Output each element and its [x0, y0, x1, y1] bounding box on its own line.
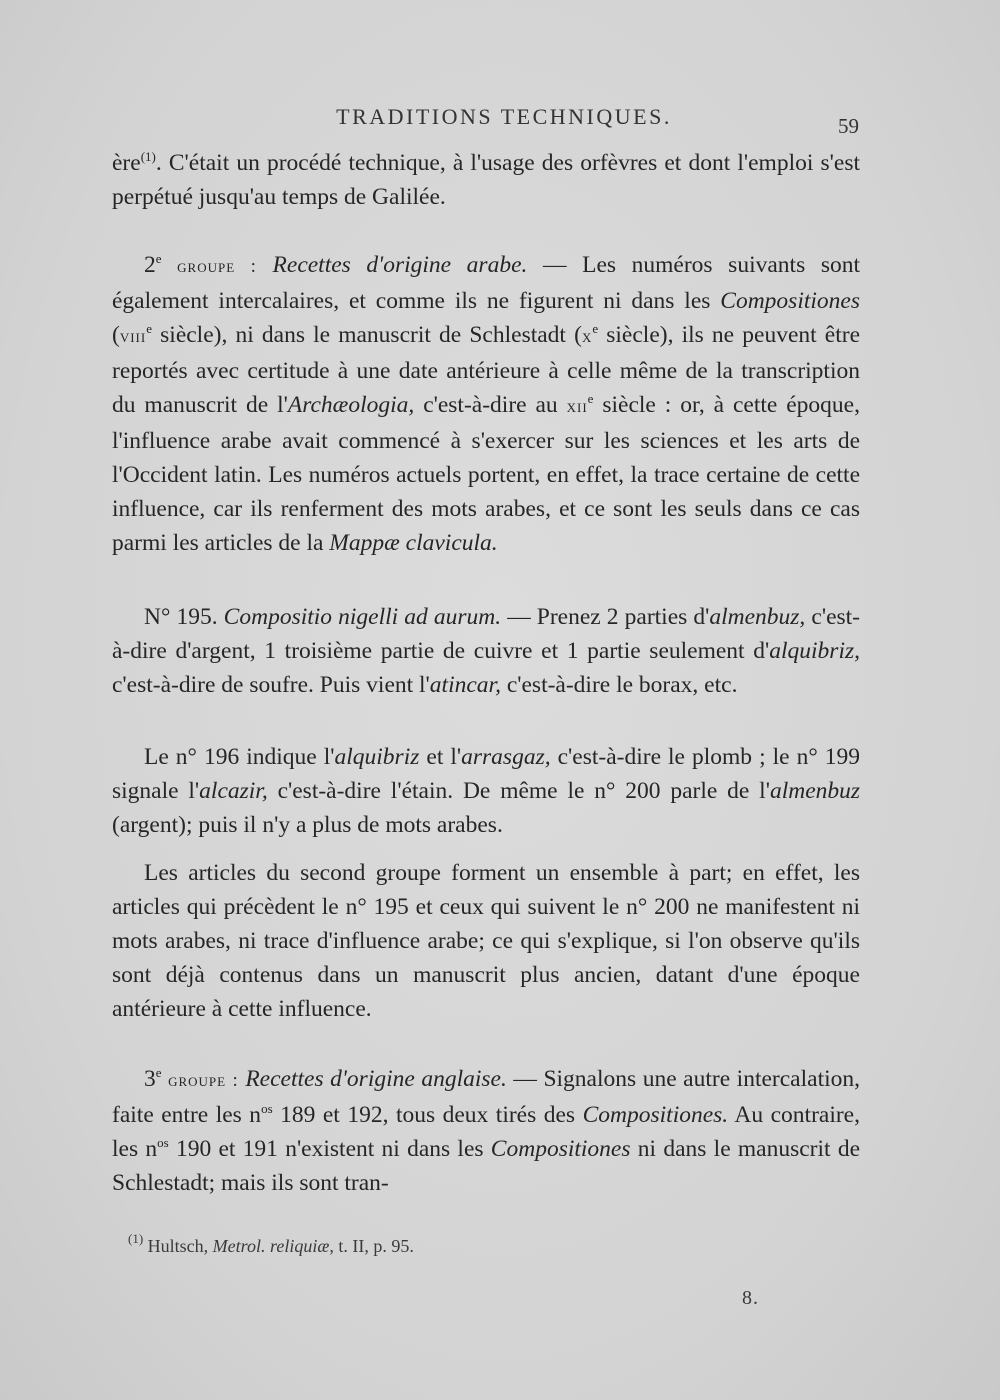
footnote-ref[interactable]: (1) [140, 149, 156, 164]
group-label: groupe : [177, 256, 257, 277]
running-title: TRADITIONS TECHNIQUES. [336, 104, 672, 129]
page-number: 59 [838, 114, 859, 138]
paragraph-group-2: 2e groupe : Recettes d'origine arabe. — Les numéros suivants sont également intercalaires, et comme ils ne figurent ni dans les Compositiones (viii$^e$ siècle), ni dans le manuscrit de Schlestadt ($x^e$ siècle), ils ne peuvent être reportés avec certitude à une date antérieure à celle même de la transcription du manuscrit de l'Archæologia, c'est-à-dire au xii$^e$ siècle : or, à cette époque, l'influence arabe avait commencé à s'exercer sur les sciences et les arts de l'Occident latin. Les numéros actuels portent, en effet, la trace certaine de cette influence, car ils renferment des mots arabes, et ce sont les seuls dans ce cas parmi les articles de la Mappæ clavicula. [112, 251, 861, 556]
paragraph-recipe-195: N° 195. Compositio nigelli ad aurum. — Prenez 2 parties d'almenbuz, c'est-à-dire d'argent, 1 troisième partie de cuivre et 1 partie seulement d'alquibriz, c'est-à-dire de soufre. Puis vient l'atincar, c'est-à-dire le borax, etc. [112, 604, 860, 698]
section-heading: Recettes d'origine anglaise. [245, 1066, 507, 1092]
group-label: groupe : [168, 1070, 239, 1091]
section-heading: Recettes d'origine arabe. [272, 252, 528, 278]
signature-mark: 8. [742, 1287, 759, 1309]
footnote-marker: (1) [128, 1231, 144, 1246]
paragraph-continuation: ère$^{(1)}$. C'était un procédé technique, à l'usage des orfèvres et dont l'emploi s'est perpétué jusqu'au temps de Galilée. [112, 149, 860, 210]
paragraph-recipes-196-200: Le n° 196 indique l'alquibriz et l'arrasgaz, c'est-à-dire le plomb ; le n° 199 signale l'alcazir, c'est-à-dire l'étain. De même le n° 200 parle de l'almenbuz (argent); puis il n'y a plus de mots arabes. [112, 744, 861, 838]
paragraph-second-group-summary: Les articles du second groupe forment un ensemble à part; en effet, les articles qui précèdent le n° 195 et ceux qui suivent le n° 200 ne manifestent ni mots arabes, ni trace d'influence arabe; ce qui s'explique, si l'on observe qu'ils sont déjà contenus dans un manuscrit plus ancien, datant d'une époque antérieure à cette influence. [112, 860, 860, 1022]
footnote: $^{(1)}$ Hultsch, Metrol. reliquiæ, t. II, p. 95. [128, 1231, 414, 1256]
paragraph-group-3: 3e groupe : Recettes d'origine anglaise. — Signalons une autre intercalation, faite entre les $n^{os}$ 189 et 192, tous deux tirés des Compositiones. Au contraire, les $n^{os}$ 190 et 191 n'existent ni dans les Compositiones ni dans le manuscrit de Schlestadt; mais ils sont tran- [112, 1065, 861, 1196]
